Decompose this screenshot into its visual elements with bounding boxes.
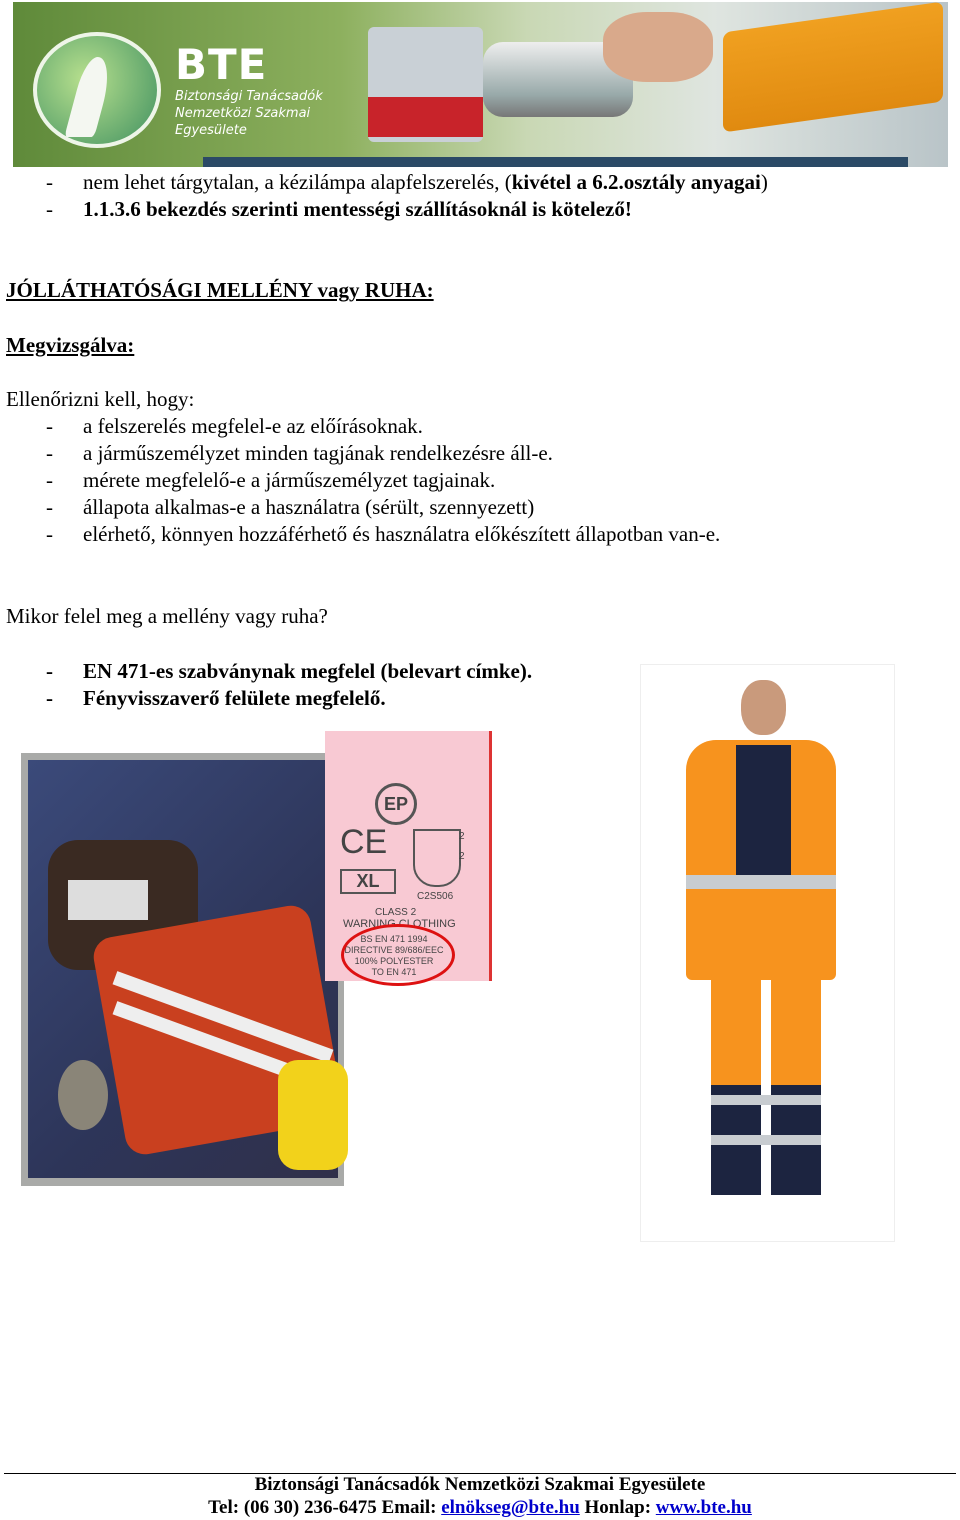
vest-pictogram-icon — [413, 829, 461, 887]
pict-num: 2 — [459, 831, 465, 842]
high-visibility-suit-photo — [640, 664, 895, 1242]
handshake-image — [603, 12, 713, 82]
dash: - — [46, 686, 53, 710]
locomotive-image — [723, 2, 943, 132]
subtitle: Megvizsgálva: — [6, 333, 135, 357]
org-line: Egyesülete — [175, 123, 247, 138]
question: Mikor felel meg a mellény vagy ruha? — [6, 604, 328, 628]
pict-num: 2 — [459, 851, 465, 862]
label-line: DIRECTIVE 89/686/EEC — [344, 945, 444, 955]
dash: - — [46, 468, 53, 492]
dash: - — [46, 441, 53, 465]
tel-label: Tel: (06 30) 236-6475 Email: — [208, 1497, 437, 1518]
label-class: CLASS 2 — [375, 907, 417, 918]
answer-text: EN 471-es szabványnak megfelel (belevart címke). — [83, 659, 533, 683]
logo-text: BTE — [175, 40, 268, 89]
org-name — [175, 88, 323, 139]
label-line: TO EN 471 — [371, 967, 417, 977]
org-line: Biztonsági Tanácsadók — [175, 89, 323, 104]
web-label: Honlap: — [584, 1497, 652, 1518]
dash: - — [46, 197, 53, 221]
org-line: Nemzetközi Szakmai — [175, 106, 311, 121]
check-text: a felszerelés megfelel-e az előírásoknak. — [83, 414, 423, 438]
bold-text: 1.1.3.6 bekezdés szerinti mentességi szállításoknál is kötelező! — [83, 197, 632, 221]
check-text: mérete megfelelő-e a járműszemélyzet tagjainak. — [83, 468, 496, 492]
size-mark: XL — [340, 869, 396, 894]
label-line: 100% POLYESTER — [354, 956, 434, 966]
section-title: JÓLLÁTHATÓSÁGI MELLÉNY vagy RUHA: — [6, 278, 434, 302]
label-line: BS EN 471 1994 — [360, 934, 428, 944]
email-link[interactable]: elnökseg@bte.hu — [441, 1497, 580, 1518]
dash: - — [46, 495, 53, 519]
highlight-circle — [341, 924, 455, 986]
ep-mark: EP — [375, 783, 417, 825]
en471-label-photo — [325, 731, 492, 981]
dash: - — [46, 522, 53, 546]
check-text: a járműszemélyzet minden tagjának rendelkezésre áll-e. — [83, 441, 553, 465]
bold-text: kivétel a 6.2.osztály anyagai — [511, 170, 761, 194]
header-banner — [13, 2, 948, 167]
truck-bumper — [368, 97, 483, 137]
banner-bar — [203, 157, 908, 167]
website-link[interactable]: www.bte.hu — [655, 1497, 752, 1518]
footer-org: Biztonsági Tanácsadók Nemzetközi Szakmai Egyesülete — [254, 1474, 706, 1495]
label-code: C2S506 — [417, 891, 454, 902]
check-text: elérhető, könnyen hozzáférhető és használatra előkészített állapotban van-e. — [83, 522, 721, 546]
label-warning: WARNING CLOTHING — [343, 918, 456, 930]
text: ) — [760, 170, 768, 194]
check-text: állapota alkalmas-e a használatra (sérült, szennyezett) — [83, 495, 535, 519]
answer-text: Fényvisszaverő felülete megfelelő. — [83, 686, 386, 710]
dash: - — [46, 414, 53, 438]
dash: - — [46, 170, 53, 194]
ce-mark: CE — [340, 823, 388, 861]
check-intro: Ellenőrizni kell, hogy: — [6, 387, 195, 411]
footer-contact — [0, 1497, 960, 1519]
safety-equipment-photo — [21, 753, 344, 1186]
dash: - — [46, 659, 53, 683]
text: nem lehet tárgytalan, a kézilámpa alapfelszerelés, ( — [83, 170, 512, 194]
